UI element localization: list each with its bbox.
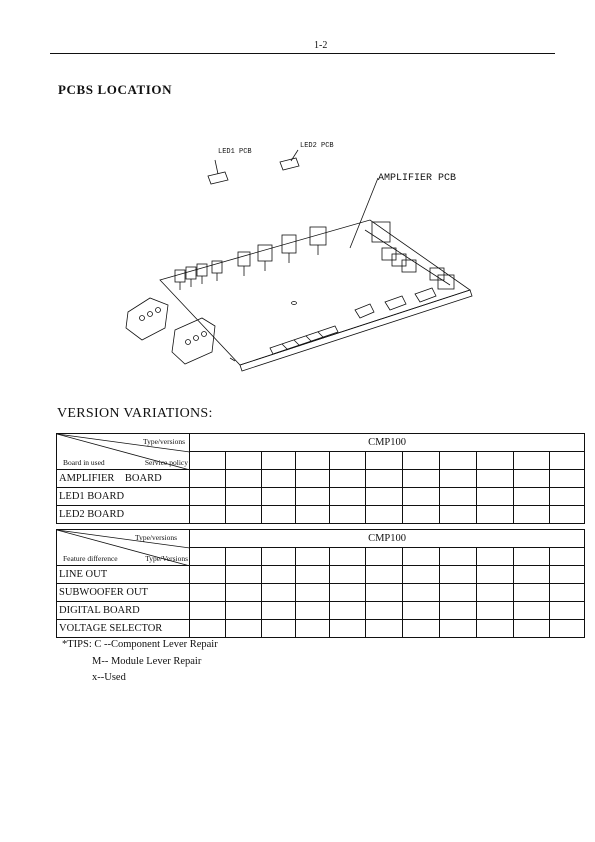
pcb-location-diagram [120, 130, 490, 400]
table-row [57, 506, 585, 524]
table-row [57, 602, 585, 620]
table1-header-corner [57, 434, 190, 470]
header-rule [50, 53, 555, 54]
table2-model-header: CMP100 [190, 530, 585, 548]
table-row [57, 470, 585, 488]
table1-header-left: Board in used [63, 458, 105, 467]
page-number: 1-2 [314, 40, 328, 51]
row-label-voltage-selector: VOLTAGE SELECTOR [57, 620, 190, 638]
table1-model-header: CMP100 [190, 434, 585, 452]
tips-line-1: *TIPS: C --Component Lever Repair [62, 639, 218, 650]
tips-note [62, 637, 218, 687]
table1-header-right: Service policy [144, 458, 188, 467]
table2-header-left: Feature difference [63, 554, 118, 563]
section-title-pcbs-location: PCBS LOCATION [58, 82, 173, 97]
table1-header-top: Type/versions [143, 437, 185, 446]
section-title-version-variations: VERSION VARIATIONS: [57, 406, 213, 421]
table2-header-corner [57, 530, 190, 566]
row-label-subwoofer-out: SUBWOOFER OUT [57, 584, 190, 602]
row-label-line-out: LINE OUT [57, 566, 190, 584]
table-row [57, 566, 585, 584]
row-label-amplifier-board: AMPLIFIER BOARD [57, 470, 190, 488]
amplifier-pcb-label: AMPLIFIER PCB [378, 173, 457, 184]
version-table-features [56, 529, 585, 638]
led1-pcb-label: LED1 PCB [218, 148, 252, 156]
row-label-led1-board: LED1 BOARD [57, 488, 190, 506]
row-label-led2-board: LED2 BOARD [57, 506, 190, 524]
table-row [57, 488, 585, 506]
table-row [57, 584, 585, 602]
led2-pcb-label: LED2 PCB [300, 142, 334, 150]
amplifier-board-drawing [120, 130, 490, 400]
table2-header-right: Type/Versions [145, 554, 188, 563]
tips-line-3: x--Used [92, 672, 126, 683]
table2-header-top: Type/versions [135, 533, 177, 542]
table-row [57, 620, 585, 638]
row-label-digital-board: DIGITAL BOARD [57, 602, 190, 620]
version-table-boards [56, 433, 585, 524]
tips-line-2: M-- Module Lever Repair [92, 655, 202, 667]
